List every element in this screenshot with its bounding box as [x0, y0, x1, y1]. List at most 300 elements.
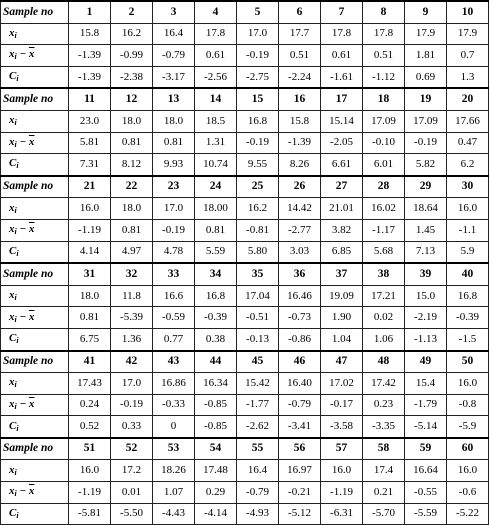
x-value-cell: 18.26: [153, 460, 195, 482]
c-i-label: [1, 66, 69, 88]
sample-number-cell: 50: [447, 351, 489, 373]
deviation-value-cell: -2.05: [321, 132, 363, 154]
x-value-cell: 16.8: [447, 285, 489, 307]
c-subscript: i: [16, 336, 19, 346]
x-subscript: i: [14, 118, 17, 128]
x-i-label: [1, 110, 69, 132]
sample-number-cell: 21: [69, 176, 111, 198]
x-value-cell: 17.8: [321, 23, 363, 45]
deviation-value-cell: -1.17: [363, 219, 405, 241]
sample-number-cell: 55: [237, 438, 279, 460]
x-value-cell: 18.0: [111, 110, 153, 132]
sample-no-label: Sample no: [1, 88, 69, 110]
deviation-row: [1, 45, 489, 67]
deviation-value-cell: -0.81: [237, 219, 279, 241]
sample-number-cell: 26: [279, 176, 321, 198]
x-value-cell: 15.8: [69, 23, 111, 45]
sample-number-cell: 13: [153, 88, 195, 110]
sample-header-row: [1, 263, 489, 285]
x-symbol: x: [9, 310, 15, 323]
x-subscript: i: [14, 30, 17, 40]
sample-no-label: Sample no: [1, 263, 69, 285]
cumulative-value-cell: 5.59: [195, 241, 237, 263]
sample-number-cell: 15: [237, 88, 279, 110]
cumulative-value-cell: 10.74: [195, 154, 237, 176]
x-subscript: i: [14, 401, 17, 411]
cumulative-sum-row: [1, 416, 489, 438]
x-value-cell: 16.0: [447, 198, 489, 220]
deviation-value-cell: -1.19: [69, 219, 111, 241]
x-value-cell: 23.0: [69, 110, 111, 132]
cumulative-value-cell: 0.77: [153, 328, 195, 350]
sample-number-cell: 54: [195, 438, 237, 460]
x-value-cell: 16.02: [363, 198, 405, 220]
sample-no-label: Sample no: [1, 438, 69, 460]
sample-number-cell: 8: [363, 1, 405, 23]
sample-number-cell: 5: [237, 1, 279, 23]
cumulative-value-cell: -3.17: [153, 66, 195, 88]
sample-number-cell: 58: [363, 438, 405, 460]
cumulative-value-cell: 9.93: [153, 154, 195, 176]
deviation-value-cell: 0.23: [363, 394, 405, 416]
deviation-value-cell: -5.39: [111, 307, 153, 329]
x-value-cell: 17.9: [447, 23, 489, 45]
deviation-label: [1, 45, 69, 67]
x-value-cell: 16.8: [237, 110, 279, 132]
sample-header-row: [1, 351, 489, 373]
sample-number-cell: 2: [111, 1, 153, 23]
x-symbol: x: [9, 48, 15, 61]
x-value-cell: 18.5: [195, 110, 237, 132]
cumulative-value-cell: -2.56: [195, 66, 237, 88]
cumulative-value-cell: -5.14: [405, 416, 447, 438]
cumulative-value-cell: -5.81: [69, 503, 111, 525]
deviation-value-cell: 0.47: [447, 132, 489, 154]
minus-operator: −: [16, 310, 29, 323]
deviation-value-cell: -0.19: [237, 45, 279, 67]
cumulative-value-cell: 8.12: [111, 154, 153, 176]
deviation-value-cell: -0.6: [447, 482, 489, 504]
x-value-cell: 17.7: [279, 23, 321, 45]
x-value-cell: 17.21: [363, 285, 405, 307]
cumulative-value-cell: -2.75: [237, 66, 279, 88]
deviation-row: [1, 394, 489, 416]
x-value-cell: 16.0: [447, 373, 489, 395]
sample-number-cell: 32: [111, 263, 153, 285]
deviation-value-cell: 1.90: [321, 307, 363, 329]
x-value-cell: 17.66: [447, 110, 489, 132]
x-subscript: i: [14, 314, 17, 324]
sample-number-cell: 6: [279, 1, 321, 23]
sample-number-cell: 38: [363, 263, 405, 285]
sample-no-label: Sample no: [1, 1, 69, 23]
sample-number-cell: 30: [447, 176, 489, 198]
sample-number-cell: 7: [321, 1, 363, 23]
x-value-cell: 16.97: [279, 460, 321, 482]
cumulative-value-cell: -4.43: [153, 503, 195, 525]
x-bar-symbol: $\overline{x}$: [28, 135, 35, 148]
sample-number-cell: 53: [153, 438, 195, 460]
sample-number-cell: 39: [405, 263, 447, 285]
sample-header-row: [1, 88, 489, 110]
sample-number-cell: 36: [279, 263, 321, 285]
deviation-value-cell: -0.39: [447, 307, 489, 329]
cumulative-value-cell: -5.50: [111, 503, 153, 525]
cumulative-value-cell: -5.12: [279, 503, 321, 525]
sample-number-cell: 4: [195, 1, 237, 23]
deviation-value-cell: -0.17: [321, 394, 363, 416]
x-symbol: x: [9, 485, 15, 498]
x-bar-symbol: $\overline{x}$: [28, 310, 35, 323]
deviation-value-cell: 1.07: [153, 482, 195, 504]
x-value-cell: 17.8: [363, 23, 405, 45]
x-bar-symbol: $\overline{x}$: [28, 48, 35, 61]
deviation-value-cell: -2.77: [279, 219, 321, 241]
deviation-label: [1, 132, 69, 154]
sample-number-cell: 14: [195, 88, 237, 110]
x-value-row: [1, 373, 489, 395]
deviation-value-cell: 0.81: [153, 132, 195, 154]
x-value-cell: 17.0: [111, 373, 153, 395]
sample-number-cell: 47: [321, 351, 363, 373]
sample-number-cell: 57: [321, 438, 363, 460]
sample-number-cell: 41: [69, 351, 111, 373]
sample-number-cell: 35: [237, 263, 279, 285]
sample-number-cell: 12: [111, 88, 153, 110]
c-subscript: i: [16, 74, 19, 84]
cumulative-value-cell: 1.36: [111, 328, 153, 350]
c-i-label: [1, 503, 69, 525]
x-value-cell: 15.0: [405, 285, 447, 307]
cumulative-sum-row: [1, 66, 489, 88]
cumulative-value-cell: 3.03: [279, 241, 321, 263]
c-i-label: [1, 416, 69, 438]
cumulative-sum-row: [1, 328, 489, 350]
x-symbol: x: [9, 26, 15, 39]
c-symbol: C: [9, 70, 17, 83]
x-value-cell: 16.4: [153, 23, 195, 45]
x-symbol: x: [9, 223, 15, 236]
x-subscript: i: [14, 227, 17, 237]
x-value-cell: 16.86: [153, 373, 195, 395]
sample-number-cell: 49: [405, 351, 447, 373]
x-symbol: x: [9, 397, 15, 410]
x-value-row: [1, 460, 489, 482]
x-value-cell: 17.0: [153, 198, 195, 220]
cumulative-value-cell: 9.55: [237, 154, 279, 176]
sample-number-cell: 45: [237, 351, 279, 373]
cumulative-sum-row: [1, 241, 489, 263]
x-value-cell: 16.46: [279, 285, 321, 307]
deviation-value-cell: -0.19: [153, 219, 195, 241]
x-value-cell: 18.0: [153, 110, 195, 132]
x-value-cell: 16.8: [195, 285, 237, 307]
x-bar-symbol: $\overline{x}$: [28, 223, 35, 236]
x-value-cell: 17.8: [195, 23, 237, 45]
cumulative-value-cell: 5.82: [405, 154, 447, 176]
deviation-value-cell: 0.51: [279, 45, 321, 67]
sample-no-label: Sample no: [1, 176, 69, 198]
deviation-value-cell: -1.1: [447, 219, 489, 241]
c-i-label: [1, 328, 69, 350]
sample-number-cell: 37: [321, 263, 363, 285]
deviation-value-cell: -0.79: [153, 45, 195, 67]
sample-number-cell: 19: [405, 88, 447, 110]
deviation-value-cell: -0.19: [237, 132, 279, 154]
sample-number-cell: 16: [279, 88, 321, 110]
sample-number-cell: 42: [111, 351, 153, 373]
deviation-value-cell: 0.81: [195, 219, 237, 241]
deviation-value-cell: 5.81: [69, 132, 111, 154]
x-i-label: [1, 373, 69, 395]
minus-operator: −: [16, 223, 29, 236]
deviation-row: [1, 219, 489, 241]
sample-number-cell: 43: [153, 351, 195, 373]
deviation-value-cell: -1.77: [237, 394, 279, 416]
x-value-cell: 17.9: [405, 23, 447, 45]
x-symbol: x: [9, 376, 15, 389]
c-i-label: [1, 154, 69, 176]
x-value-cell: 18.0: [69, 285, 111, 307]
sample-header-row: [1, 1, 489, 23]
c-symbol: C: [9, 506, 17, 519]
deviation-value-cell: 0.02: [363, 307, 405, 329]
cumulative-value-cell: 5.9: [447, 241, 489, 263]
x-symbol: x: [9, 463, 15, 476]
deviation-value-cell: 0.29: [195, 482, 237, 504]
cumulative-value-cell: 0: [153, 416, 195, 438]
x-value-cell: 18.0: [111, 198, 153, 220]
x-value-cell: 15.14: [321, 110, 363, 132]
x-i-label: [1, 285, 69, 307]
cumulative-value-cell: 7.31: [69, 154, 111, 176]
c-symbol: C: [9, 244, 17, 257]
cumulative-value-cell: -6.31: [321, 503, 363, 525]
deviation-value-cell: -1.39: [279, 132, 321, 154]
sample-number-cell: 1: [69, 1, 111, 23]
x-value-cell: 18.64: [405, 198, 447, 220]
deviation-label: [1, 219, 69, 241]
c-symbol: C: [9, 157, 17, 170]
deviation-value-cell: -0.51: [237, 307, 279, 329]
sample-number-cell: 17: [321, 88, 363, 110]
deviation-value-cell: -1.19: [69, 482, 111, 504]
sample-number-cell: 56: [279, 438, 321, 460]
deviation-value-cell: -0.39: [195, 307, 237, 329]
x-bar-symbol: $\overline{x}$: [28, 397, 35, 410]
deviation-value-cell: 3.82: [321, 219, 363, 241]
x-value-cell: 15.42: [237, 373, 279, 395]
sample-number-cell: 11: [69, 88, 111, 110]
deviation-value-cell: -0.55: [405, 482, 447, 504]
cumulative-value-cell: 7.13: [405, 241, 447, 263]
deviation-label: [1, 307, 69, 329]
x-value-cell: 16.2: [111, 23, 153, 45]
deviation-value-cell: 1.81: [405, 45, 447, 67]
c-subscript: i: [16, 510, 19, 520]
deviation-value-cell: -0.73: [279, 307, 321, 329]
x-symbol: x: [9, 114, 15, 127]
cumulative-value-cell: 0.38: [195, 328, 237, 350]
x-value-cell: 19.09: [321, 285, 363, 307]
x-i-label: [1, 460, 69, 482]
x-value-cell: 17.43: [69, 373, 111, 395]
cumulative-value-cell: -3.35: [363, 416, 405, 438]
sample-number-cell: 28: [363, 176, 405, 198]
sample-number-cell: 34: [195, 263, 237, 285]
x-value-cell: 21.01: [321, 198, 363, 220]
sample-number-cell: 48: [363, 351, 405, 373]
x-subscript: i: [14, 467, 17, 477]
cumulative-value-cell: 4.78: [153, 241, 195, 263]
x-value-cell: 16.2: [237, 198, 279, 220]
x-i-label: [1, 198, 69, 220]
cumulative-value-cell: -4.93: [237, 503, 279, 525]
x-i-label: [1, 23, 69, 45]
x-subscript: i: [14, 52, 17, 62]
x-value-cell: 16.34: [195, 373, 237, 395]
sample-header-row: [1, 438, 489, 460]
cumulative-value-cell: -0.86: [279, 328, 321, 350]
deviation-value-cell: 0.51: [363, 45, 405, 67]
cumulative-value-cell: 0.52: [69, 416, 111, 438]
x-value-cell: 17.4: [363, 460, 405, 482]
c-subscript: i: [16, 423, 19, 433]
x-value-cell: 16.0: [69, 460, 111, 482]
x-subscript: i: [14, 380, 17, 390]
sample-number-cell: 46: [279, 351, 321, 373]
cumulative-value-cell: 6.75: [69, 328, 111, 350]
sample-number-cell: 9: [405, 1, 447, 23]
sample-number-cell: 25: [237, 176, 279, 198]
sample-number-cell: 22: [111, 176, 153, 198]
x-value-row: [1, 198, 489, 220]
x-value-cell: 15.4: [405, 373, 447, 395]
x-subscript: i: [14, 489, 17, 499]
c-symbol: C: [9, 332, 17, 345]
x-subscript: i: [14, 139, 17, 149]
cumulative-value-cell: -5.9: [447, 416, 489, 438]
x-value-cell: 17.48: [195, 460, 237, 482]
deviation-value-cell: -0.10: [363, 132, 405, 154]
minus-operator: −: [16, 135, 29, 148]
deviation-value-cell: 0.7: [447, 45, 489, 67]
x-value-cell: 17.0: [237, 23, 279, 45]
x-value-cell: 17.09: [363, 110, 405, 132]
x-value-cell: 15.8: [279, 110, 321, 132]
cumulative-value-cell: -0.13: [237, 328, 279, 350]
deviation-label: [1, 394, 69, 416]
minus-operator: −: [16, 485, 29, 498]
x-value-cell: 17.04: [237, 285, 279, 307]
sample-number-cell: 3: [153, 1, 195, 23]
deviation-value-cell: 0.24: [69, 394, 111, 416]
deviation-value-cell: -0.19: [111, 394, 153, 416]
minus-operator: −: [16, 397, 29, 410]
cumulative-value-cell: 6.01: [363, 154, 405, 176]
x-value-row: [1, 110, 489, 132]
cumulative-value-cell: 0.69: [405, 66, 447, 88]
deviation-value-cell: 1.45: [405, 219, 447, 241]
cumulative-value-cell: -2.24: [279, 66, 321, 88]
cumulative-value-cell: -0.85: [195, 416, 237, 438]
deviation-value-cell: -0.59: [153, 307, 195, 329]
deviation-value-cell: 0.61: [195, 45, 237, 67]
deviation-row: [1, 482, 489, 504]
x-value-cell: 18.00: [195, 198, 237, 220]
x-value-cell: 16.40: [279, 373, 321, 395]
cumulative-value-cell: 8.26: [279, 154, 321, 176]
cumulative-value-cell: 4.14: [69, 241, 111, 263]
cumulative-value-cell: -2.62: [237, 416, 279, 438]
sample-number-cell: 31: [69, 263, 111, 285]
x-value-cell: 17.2: [111, 460, 153, 482]
deviation-row: [1, 132, 489, 154]
c-subscript: i: [16, 248, 19, 258]
sample-number-cell: 18: [363, 88, 405, 110]
cumulative-value-cell: 6.85: [321, 241, 363, 263]
deviation-label: [1, 482, 69, 504]
cumulative-value-cell: -2.38: [111, 66, 153, 88]
x-symbol: x: [9, 289, 15, 302]
deviation-value-cell: -0.99: [111, 45, 153, 67]
cumulative-value-cell: -1.39: [69, 66, 111, 88]
sample-number-cell: 20: [447, 88, 489, 110]
cumulative-value-cell: -3.58: [321, 416, 363, 438]
deviation-value-cell: -0.33: [153, 394, 195, 416]
x-subscript: i: [14, 293, 17, 303]
x-value-cell: 16.4: [237, 460, 279, 482]
c-symbol: C: [9, 419, 17, 432]
cumulative-value-cell: 5.68: [363, 241, 405, 263]
deviation-value-cell: -0.79: [279, 394, 321, 416]
cumulative-value-cell: 6.61: [321, 154, 363, 176]
cumulative-value-cell: 1.06: [363, 328, 405, 350]
cumulative-sum-row: [1, 503, 489, 525]
cumulative-value-cell: -1.13: [405, 328, 447, 350]
cumulative-value-cell: -5.70: [363, 503, 405, 525]
cumulative-value-cell: -5.59: [405, 503, 447, 525]
deviation-value-cell: 0.01: [111, 482, 153, 504]
deviation-value-cell: -0.79: [237, 482, 279, 504]
cumulative-value-cell: -5.22: [447, 503, 489, 525]
x-value-cell: 16.6: [153, 285, 195, 307]
deviation-value-cell: 0.81: [111, 219, 153, 241]
sample-number-cell: 44: [195, 351, 237, 373]
deviation-value-cell: 1.31: [195, 132, 237, 154]
sample-number-cell: 52: [111, 438, 153, 460]
cumulative-value-cell: -3.41: [279, 416, 321, 438]
x-subscript: i: [14, 205, 17, 215]
sample-number-cell: 60: [447, 438, 489, 460]
sample-number-cell: 24: [195, 176, 237, 198]
deviation-value-cell: -1.39: [69, 45, 111, 67]
x-value-cell: 14.42: [279, 198, 321, 220]
x-value-cell: 17.02: [321, 373, 363, 395]
x-value-cell: 16.0: [321, 460, 363, 482]
sample-number-cell: 51: [69, 438, 111, 460]
table-body: [1, 1, 489, 525]
sample-number-cell: 33: [153, 263, 195, 285]
x-bar-symbol: $\overline{x}$: [28, 485, 35, 498]
cumulative-value-cell: 4.97: [111, 241, 153, 263]
x-value-cell: 11.8: [111, 285, 153, 307]
deviation-value-cell: -2.19: [405, 307, 447, 329]
deviation-value-cell: 0.61: [321, 45, 363, 67]
cumulative-value-cell: 1.04: [321, 328, 363, 350]
cumulative-sum-row: [1, 154, 489, 176]
deviation-row: [1, 307, 489, 329]
